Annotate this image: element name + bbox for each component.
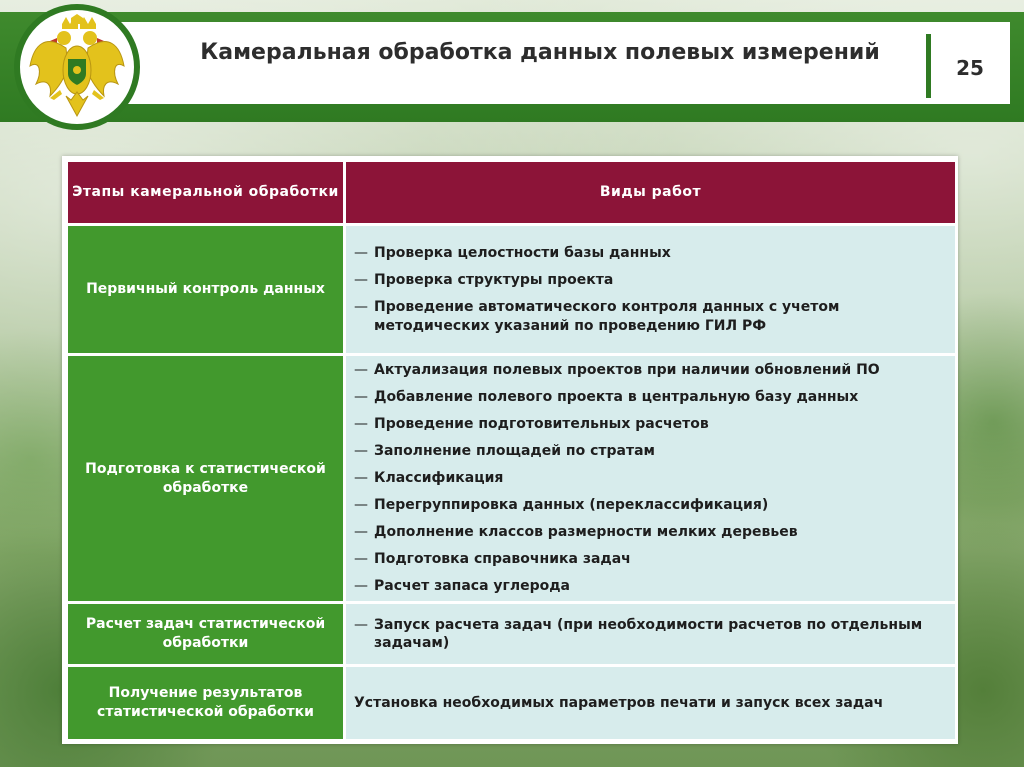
table-row — [68, 226, 955, 353]
table-row — [68, 604, 955, 664]
works-cell — [346, 226, 955, 353]
work-item: — Добавление полевого проекта в центральную базу данных — [354, 388, 945, 407]
work-item: — Заполнение площадей по стратам — [354, 442, 945, 461]
work-item: — Дополнение классов размерности мелких деревьев — [354, 523, 945, 542]
emblem — [14, 4, 140, 130]
column-header-works: Виды работ — [346, 162, 955, 223]
works-cell — [346, 356, 955, 601]
double-headed-eagle-emblem-icon — [26, 14, 128, 122]
title-divider — [926, 34, 931, 98]
work-item: — Проверка структуры проекта — [354, 271, 945, 290]
stages-table — [62, 156, 958, 744]
work-item-plain: Установка необходимых параметров печати и запуск всех задач — [354, 695, 884, 711]
work-item: — Проверка целостности базы данных — [354, 244, 945, 263]
work-item: — Запуск расчета задач (при необходимости расчетов по отдельным задачам) — [354, 616, 945, 653]
works-cell — [346, 667, 955, 739]
stage-cell: Первичный контроль данных — [68, 226, 343, 353]
table-row — [68, 667, 955, 739]
works-cell — [346, 604, 955, 664]
work-item: — Проведение автоматического контроля данных с учетом методических указаний по проведению ГИЛ РФ — [354, 298, 945, 335]
work-item: — Расчет запаса углерода — [354, 577, 945, 596]
work-item: — Актуализация полевых проектов при наличии обновлений ПО — [354, 361, 945, 380]
table-header-row — [68, 162, 955, 223]
work-item: — Перегруппировка данных (переклассификация) — [354, 496, 945, 515]
stage-cell: Расчет задач статистической обработки — [68, 604, 343, 664]
slide-title: Камеральная обработка данных полевых измерений — [200, 40, 880, 65]
stage-cell: Получение результатов статистической обработки — [68, 667, 343, 739]
stage-cell: Подготовка к статистической обработке — [68, 356, 343, 601]
table-row — [68, 356, 955, 601]
work-item: — Классификация — [354, 469, 945, 488]
column-header-stages: Этапы камеральной обработки — [68, 162, 343, 223]
page-number: 25 — [956, 56, 984, 80]
work-item: — Подготовка справочника задач — [354, 550, 945, 569]
work-item: — Проведение подготовительных расчетов — [354, 415, 945, 434]
